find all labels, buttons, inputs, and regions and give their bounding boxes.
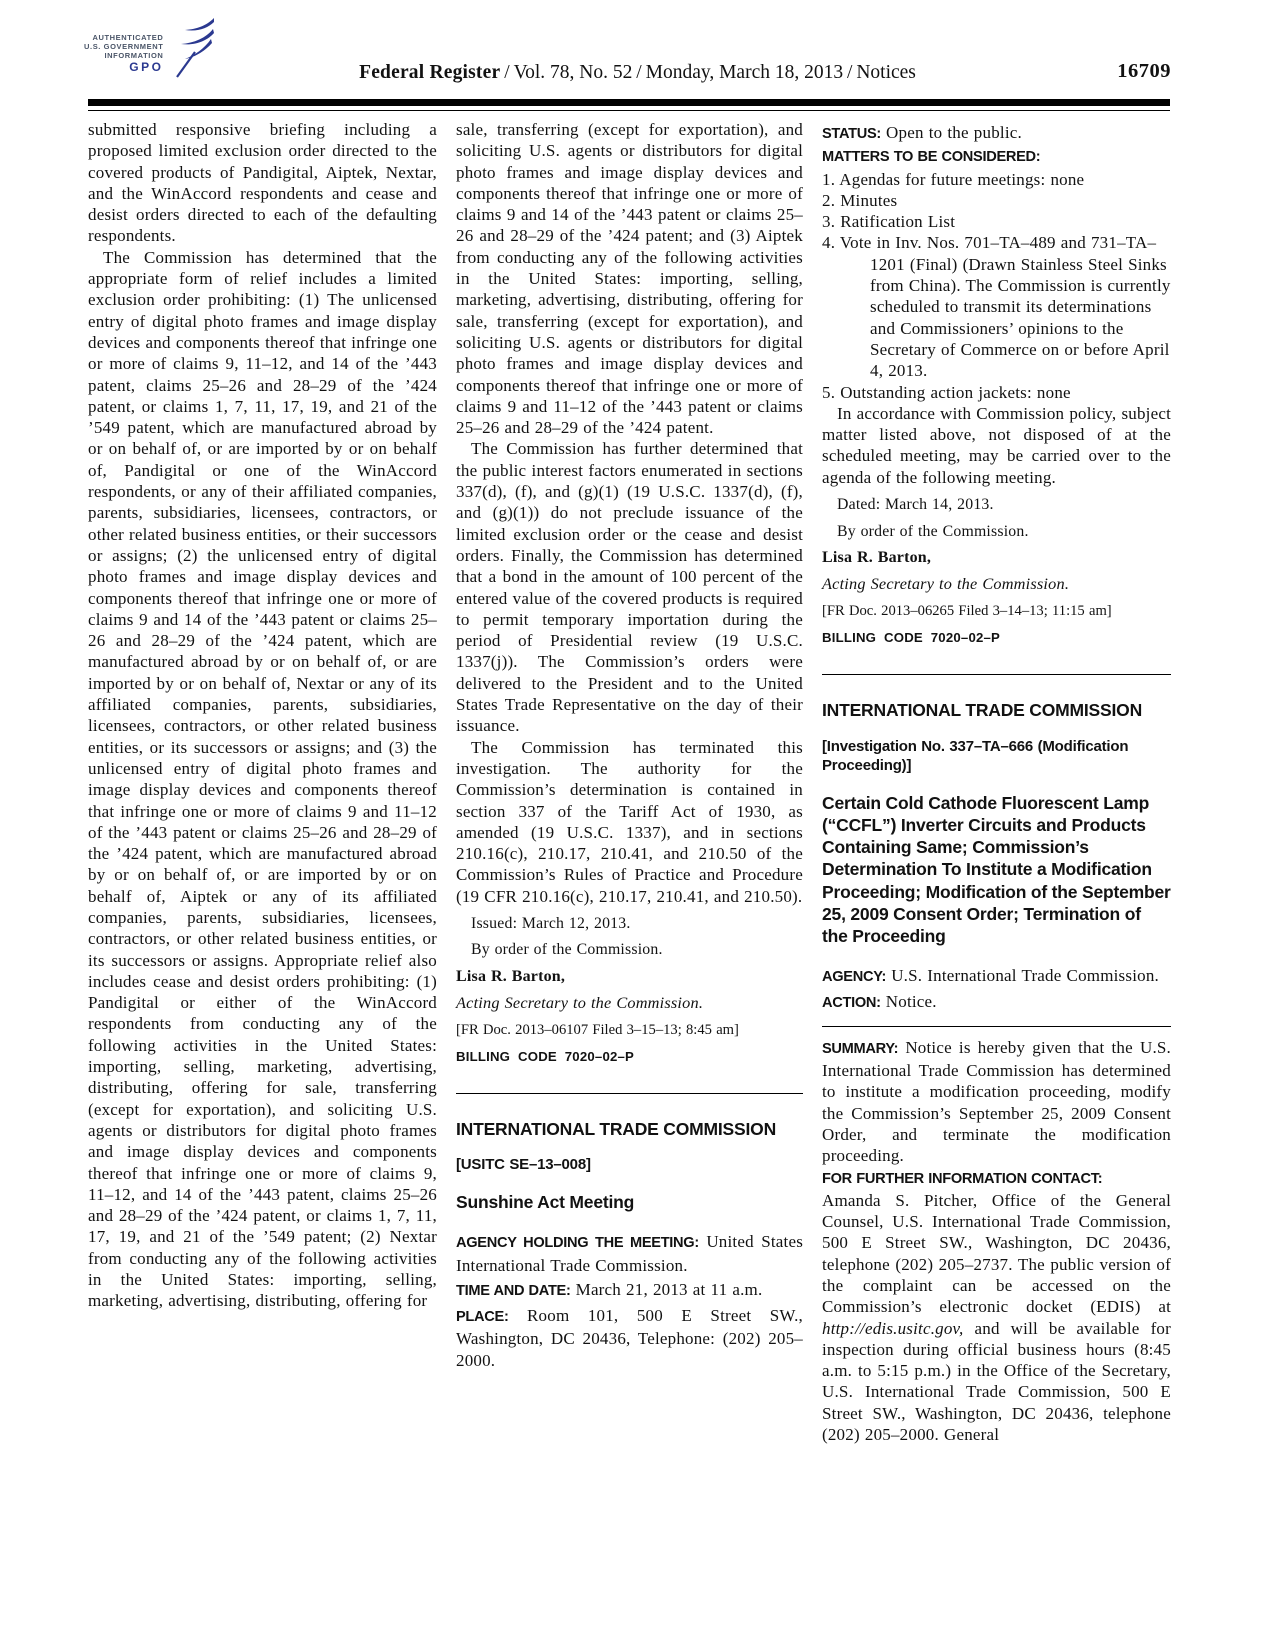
field-label: AGENCY:	[822, 969, 887, 986]
ffi-contact-label: FOR FURTHER INFORMATION CONTACT:	[822, 1170, 1103, 1187]
notice-subject-heading: Certain Cold Cathode Fluorescent Lamp (“CCFL”) Inverter Circuits and Products Containing Same; Commission’s Determination To Institute a Modification Proceeding; Modification of the September 25, 2009 Consent Order; Termination of the Proceeding	[822, 792, 1171, 947]
summary-field	[822, 1037, 1171, 1167]
field-value: Notice is hereby given that the U.S. International Trade Commission has determined to institute a modification proceeding, modify the Commission’s September 25, 2009 Consent Order, and terminate the modification proceeding.	[822, 1037, 1171, 1166]
agency-heading: INTERNATIONAL TRADE COMMISSION	[822, 700, 1143, 721]
body-paragraph: The Commission has further determined that the public interest factors enumerated in sections 337(d), (f), and (g)(1) (19 U.S.C. 1337(d), (f), and (g)(1)) do not preclude issuance of the limited exclusion order or the cease and desist orders. Finally, the Commission has determined that a bond in the amount of 100 percent of the entered value of the covered products is required to permit temporary importation during the period of Presidential review (19 U.S.C. 1337(j)). The Commission’s orders were delivered to the President and to the United States Trade Representative on the day of their issuance.	[456, 439, 803, 736]
agency-heading: INTERNATIONAL TRADE COMMISSION	[456, 1118, 777, 1139]
gpo-text-line3: INFORMATION	[104, 51, 164, 60]
column-3	[822, 119, 1171, 1445]
field-value: Open to the public.	[886, 123, 1022, 142]
field-value: U.S. International Trade Commission.	[891, 966, 1159, 986]
signature-title: Acting Secretary to the Commission.	[456, 992, 704, 1012]
header-rule-thick	[88, 99, 1170, 106]
list-item: 1. Agendas for future meetings: none	[822, 169, 1085, 189]
list-item: 3. Ratification List	[822, 212, 956, 232]
signature-title: Acting Secretary to the Commission.	[822, 574, 1070, 594]
field-value: United States International Trade Commission.	[456, 1232, 804, 1275]
issue-info: / Vol. 78, No. 52 / Monday, March 18, 2013 / Notices	[500, 62, 916, 83]
body-paragraph: The Commission has terminated this investigation. The authority for the Commission’s determination is contained in section 337 of the Tariff Act of 1930, as amended (19 U.S.C. 1337), and in sections 210.16(c), 210.17, 210.41, and 210.50 of the Commission’s Rules of Practice and Procedure (19 CFR 210.16(c), 210.17, 210.41, and 210.50).	[456, 737, 803, 906]
field-label: SUMMARY:	[822, 1040, 899, 1057]
agency-holding-meeting-field	[456, 1231, 803, 1276]
fr-doc-line: [FR Doc. 2013–06107 Filed 3–15–13; 8:45 am]	[456, 1021, 739, 1038]
field-value: March 21, 2013 at 11 a.m.	[575, 1279, 763, 1299]
list-item: 4. Vote in Inv. Nos. 701–TA–489 and 731–TA–1201 (Final) (Drawn Stainless Steel Sinks from China). The Commission is currently scheduled to transmit its determinations and Commissioners’ opinions to the Secretary of Commerce on or before April 4, 2013.	[822, 233, 1171, 381]
field-label: STATUS:	[822, 126, 881, 142]
list-item: 2. Minutes	[822, 190, 898, 210]
section-divider	[822, 674, 1171, 675]
field-value: Room 101, 500 E Street SW., Washington, DC 20436, Telephone: (202) 205–2000.	[456, 1306, 803, 1370]
by-order-line: By order of the Commission.	[471, 941, 663, 959]
docket-number: [USITC SE–13–008]	[456, 1156, 591, 1174]
field-label: ACTION:	[822, 995, 881, 1012]
field-label: AGENCY HOLDING THE MEETING:	[456, 1235, 699, 1252]
time-and-date-field	[456, 1279, 803, 1302]
field-value: Notice.	[885, 992, 937, 1012]
gpo-text-line2: U.S. GOVERNMENT	[84, 42, 164, 51]
edis-url-text: http://edis.usitc.gov,	[822, 1318, 964, 1338]
masthead	[0, 62, 1275, 84]
signature-name: Lisa R. Barton,	[456, 967, 566, 985]
action-field	[822, 991, 1171, 1014]
fr-doc-line: [FR Doc. 2013–06265 Filed 3–14–13; 11:15 am]	[822, 603, 1112, 620]
ffi-contact-paragraph	[822, 1190, 1171, 1446]
gpo-text-line1: AUTHENTICATED	[92, 33, 164, 42]
body-paragraph: The Commission has determined that the appropriate form of relief includes a limited exclusion order prohibiting: (1) The unlicensed entry of digital photo frames and image display devices and components thereof that infringe one or more of claims 9, 11–12, and 14 of the ’443 patent, claims 25–26 and 28–29 of the ’424 patent, or claims 1, 7, 11, 17, 19, and 21 of the ’549 patent, which are manufactured abroad by or on behalf of, or are imported by or on behalf of, Pandigital or one of the WinAccord respondents, or any of their affiliated companies, parents, subsidiaries, licensees, contractors, or other related business entities, or their successors or assigns; (2) the unlicensed entry of digital photo frames and image display devices and components thereof that infringe one or more of claims 9 and 14 of the ’443 patent or claims 25–26 and 28–29 of the ’424 patent, which are manufactured abroad by or on behalf of, or are imported by or on behalf of, Nextar or any of its affiliated companies, parents, subsidiaries, licensees, contractors, or other related business entities, or its successors or assigns; and (3) the unlicensed entry of digital photo frames and image display devices and components thereof that infringe one or more of claims 9 and 11–12 of the ’443 patent or claims 25–26 and 28–29 of the ’424 patent, which are manufactured abroad by or on behalf of, or are imported by or on behalf of, Aiptek or any of its affiliated companies, parents, subsidiaries, licensees, contractors, or other related business entities, or its successors or assigns. Appropriate relief also includes cease and desist orders prohibiting: (1) Pandigital or either of the WinAccord respondents from conducting any of the following activities in the United States: importing, selling, marketing, advertising, distributing, offering for sale, transferring (except for exportation), and soliciting U.S. agents or distributors for digital photo frames and image display devices and components thereof that infringe one or more of claims 9, 11–12, and 14 of the ’443 patent, claims 25–26 and 28–29 of the ’424 patent, or claims 1, 7, 11, 17, 19, and 21 of the ’549 patent; (2) Nextar from conducting any of the following activities in the United States: importing, selling, marketing, advertising, distributing, offering for	[88, 247, 437, 1311]
matters-list	[822, 169, 1171, 403]
body-paragraph: submitted responsive briefing including a proposed limited exclusion order directed to the covered products of Pandigital, Aiptek, Nextar, and the WinAccord respondents and cease and desist orders directed to each of the defaulting respondents.	[88, 120, 437, 246]
investigation-number: [Investigation No. 337–TA–666 (Modification Proceeding)]	[822, 737, 1129, 774]
issued-dateline: Issued: March 12, 2013.	[471, 914, 631, 932]
list-item: 5. Outstanding action jackets: none	[822, 382, 1071, 402]
ffi-text: and will be available for inspection during official business hours (8:45 a.m. to 5:15 p.m.) in the Office of the Secretary, U.S. International Trade Commission, 500 E Street SW., Washington, DC 20436, telephone (202) 205–2000. General	[822, 1318, 1171, 1445]
gpo-wordmark: GPO	[129, 60, 164, 74]
column-2	[456, 119, 803, 1371]
journal-title: Federal Register	[359, 62, 501, 83]
summary-divider	[822, 1026, 1171, 1027]
billing-code: BILLING CODE 7020–02–P	[822, 630, 1001, 646]
ffi-text: Amanda S. Pitcher, Office of the General Counsel, U.S. International Trade Commission, 500 E Street SW., Washington, DC 20436, telephone (202) 205–2737. The public version of the complaint can be accessed on the Commission’s electronic docket (EDIS) at	[822, 1190, 1171, 1317]
signature-name: Lisa R. Barton,	[822, 549, 932, 567]
field-label: PLACE:	[456, 1309, 509, 1326]
dated-line: Dated: March 14, 2013.	[837, 496, 994, 514]
status-field	[822, 122, 1171, 145]
matters-label: MATTERS TO BE CONSIDERED:	[822, 149, 1041, 166]
section-divider	[456, 1093, 803, 1094]
by-order-line: By order of the Commission.	[837, 522, 1029, 540]
place-field	[456, 1305, 803, 1371]
agency-field	[822, 965, 1171, 988]
body-paragraph: In accordance with Commission policy, subject matter listed above, not disposed of at the scheduled meeting, may be carried over to the agenda of the following meeting.	[822, 403, 1171, 487]
header-rule-thin	[88, 110, 1170, 111]
column-1	[88, 119, 437, 1312]
body-paragraph: sale, transferring (except for exportation), and soliciting U.S. agents or distributors for digital photo frames and image display devices and components thereof that infringe one or more of claims 9 and 14 of the ’443 patent or claims 25–26 and 28–29 of the ’424 patent; and (3) Aiptek from conducting any of the following activities in the United States: importing, selling, marketing, advertising, distributing, offering for sale, transferring (except for exportation), and soliciting U.S. agents or distributors for digital photo frames and image display devices and components thereof that infringe one or more of claims 9 and 11–12 of the ’443 patent or claims 25–26 and 28–29 of the ’424 patent.	[456, 120, 803, 438]
field-label: TIME AND DATE:	[456, 1282, 571, 1299]
billing-code: BILLING CODE 7020–02–P	[456, 1048, 635, 1064]
notice-subject-heading: Sunshine Act Meeting	[456, 1192, 635, 1213]
page-number: 16709	[1117, 60, 1171, 82]
